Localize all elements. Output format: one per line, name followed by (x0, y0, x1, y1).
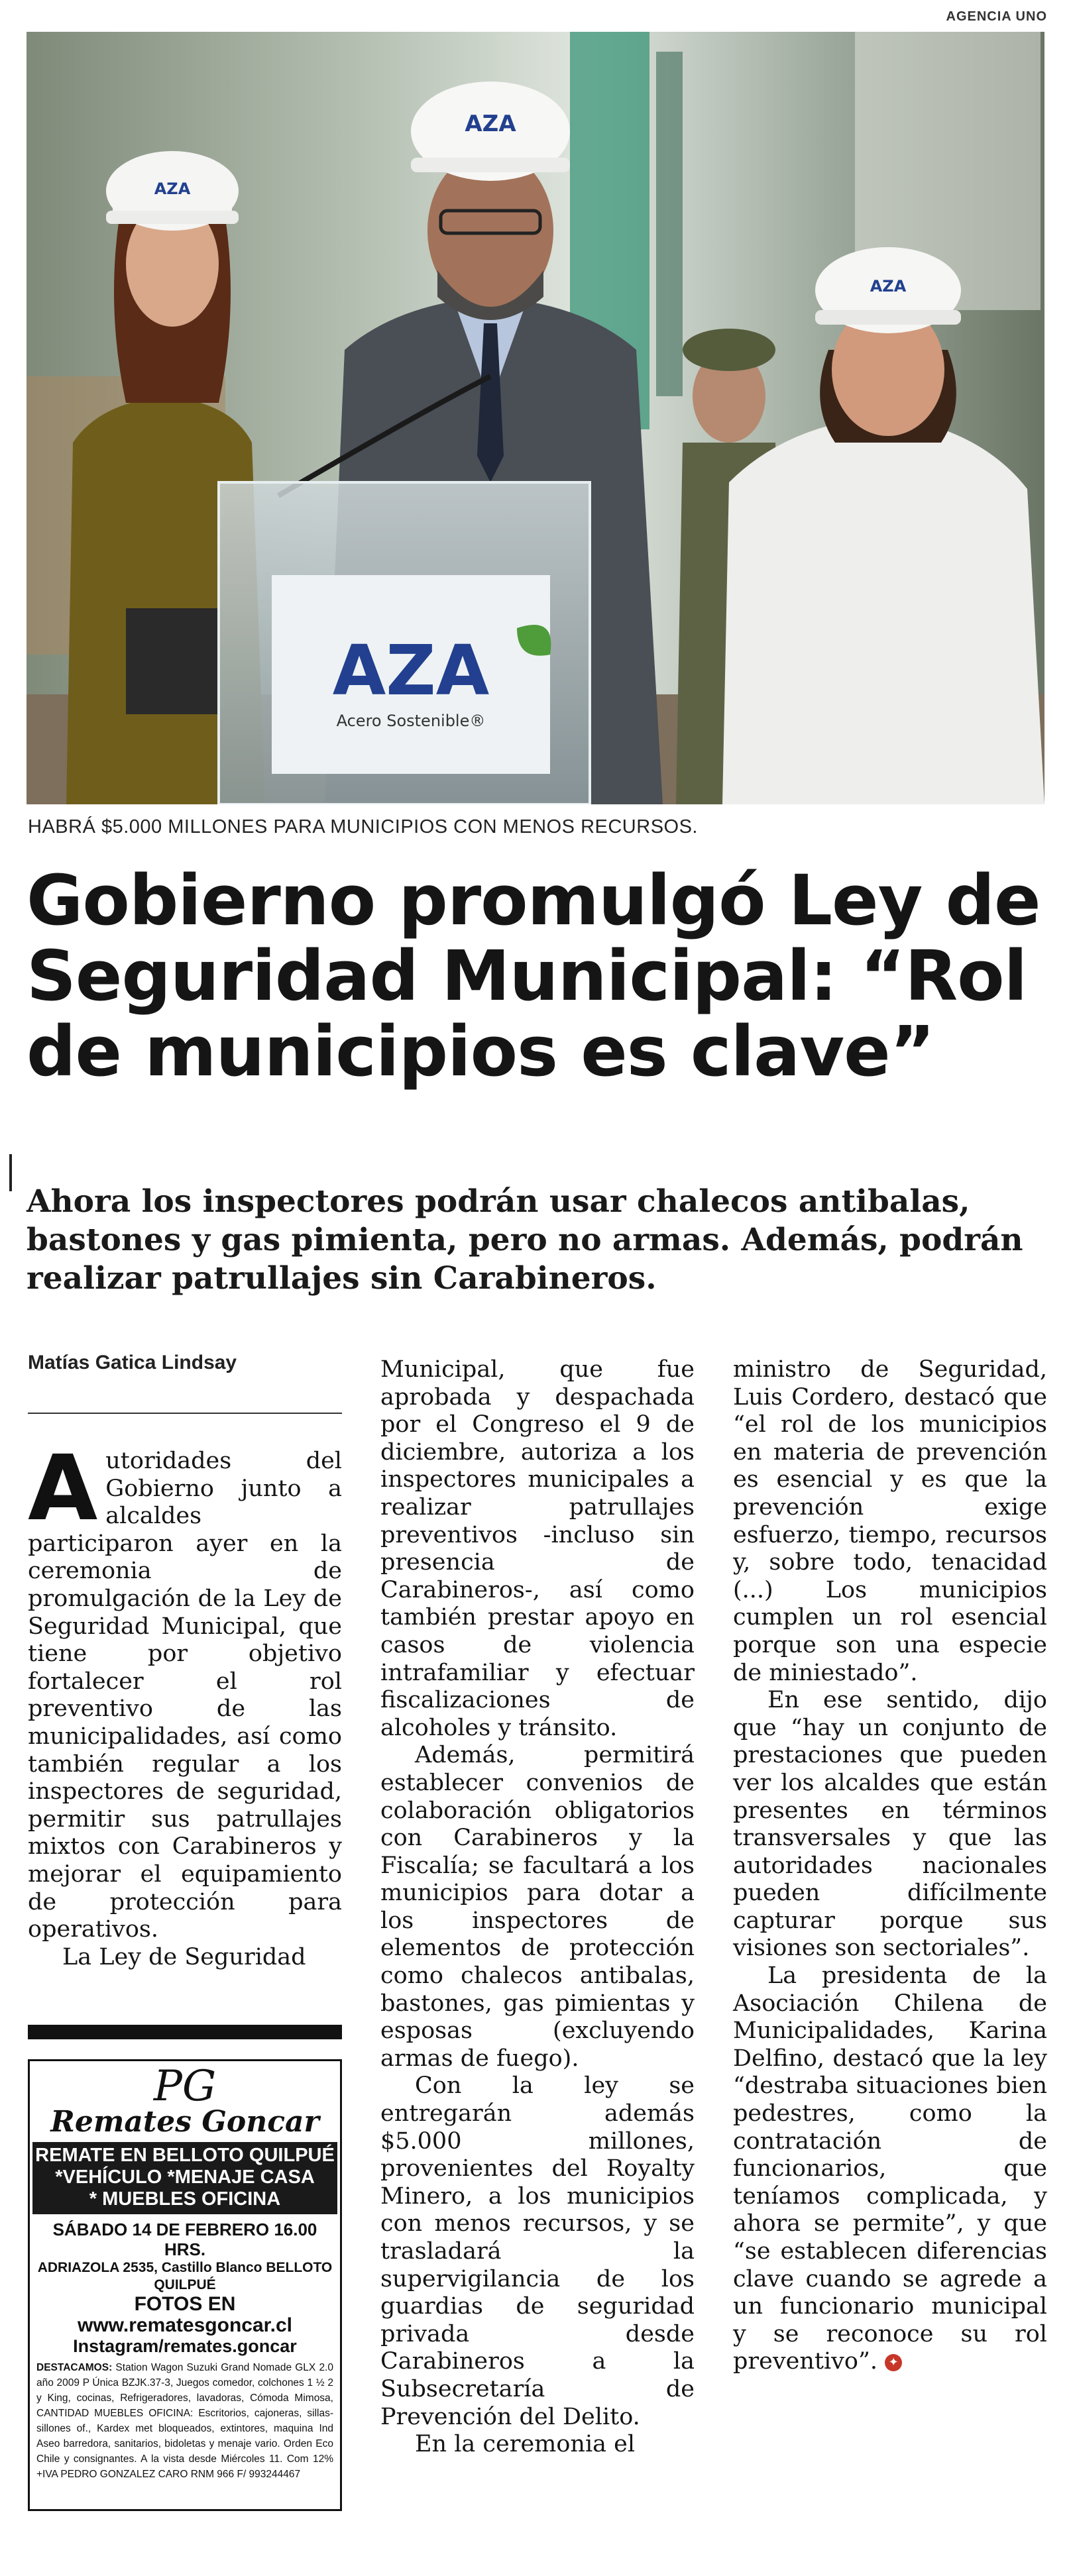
byline: Matías Gatica Lindsay (28, 1352, 237, 1373)
podium-logo-text: AZA (332, 630, 490, 711)
article-column-3 (733, 1356, 1047, 2376)
ad-date: SÁBADO 14 DE FEBRERO 16.00 HRS. (52, 2220, 317, 2259)
subhead-rule (9, 1154, 12, 1191)
byline-divider (28, 1413, 342, 1414)
article-column-1 (28, 1436, 342, 1971)
ad-logo (30, 2062, 340, 2139)
paragraph: Además, permitirá establecer convenios de colaboración obligatorios con Carabineros y la Fiscalía; se facultará a los municipios para dotar a los inspectores de elementos de protección como chalecos antibalas, bastones, gas pimientas y esposas (excluyendo armas de fuego). (380, 1742, 695, 2072)
helmet-logo-left: AZA (154, 180, 191, 198)
ad-logo-initials: PG (153, 2062, 217, 2111)
classified-ad (28, 2059, 342, 2511)
article-column-2 (380, 1356, 695, 2459)
ad-website: FOTOS EN www.rematesgoncar.cl (77, 2293, 293, 2336)
paragraph: Autoridades del Gobierno junto a alcaldes participaron ayer en la ceremonia de promulgación de la Ley de Seguridad Municipal, que tiene por objetivo fortalecer el rol preventivo de las municipalidades, así como también regular a los inspectores de seguridad, permitir sus patrullajes mixtos con Carabineros y mejorar el equipamiento de protección para operativos. (28, 1436, 342, 1943)
article-photo (27, 32, 1044, 804)
ad-logo-name: Remates Goncar (50, 2105, 319, 2139)
ad-banner (32, 2142, 337, 2214)
photo-caption: HABRÁ $5.000 MILLONES PARA MUNICIPIOS CON MENOS RECURSOS. (28, 816, 698, 837)
helmet-logo-right: AZA (870, 277, 907, 295)
paragraph: En la ceremonia el (415, 2431, 636, 2458)
paragraph: La Ley de Seguridad (62, 1943, 306, 1970)
paragraph: La presidenta de la Asociación Chilena de Municipalidades, Karina Delfino, destacó que la ley “destraba situaciones bien pedestres, como la contratación de funcionarios, que teníamos complicada, y ahora se permite”, y que “se establecen diferencias clave cuando se agrede a un funcionario municipal y se reconoce su rol preventivo”. ✦ (733, 1962, 1047, 2375)
photo-credit: AGENCIA UNO (946, 9, 1047, 24)
paragraph: Municipal, que fue aprobada y despachada por el Congreso el 9 de diciembre, autoriza a los inspectores municipales a realizar patrullajes preventivos -incluso sin presencia de Carabineros-, así como también prestar apoyo en casos de violencia intrafamiliar y efectuar fiscalizaciones de alcoholes y tránsito. (380, 1356, 695, 1741)
paragraph: ministro de Seguridad, Luis Cordero, destacó que “el rol de los municipios en materia de prevención es esencial y es que la prevención exige esfuerzo, tiempo, recursos y, sobre todo, tenacidad (...) Los municipios cumplen un rol esencial porque son una especie de miniestado”. (733, 1356, 1047, 1686)
ad-address: ADRIAZOLA 2535, Castillo Blanco BELLOTO QUILPUÉ (37, 2260, 333, 2292)
drop-cap: A (28, 1436, 98, 1541)
subhead: Ahora los inspectores podrán usar chalecos antibalas, bastones y gas pimienta, pero no armas. Además, podrán realizar patrullajes sin Carabineros. (27, 1183, 1023, 1297)
headline: Gobierno promulgó Ley de Seguridad Municipal: “Rol de municipios es clave” (27, 860, 1041, 1092)
ad-top-bar (28, 2025, 342, 2039)
paragraph: Con la ley se entregarán además $5.000 millones, provenientes del Royalty Minero, a los municipios con menos recursos, y se trasladará la supervigilancia de los guardias de seguridad privada desde Carabineros a la Subsecretaría de Prevención del Delito. (380, 2072, 695, 2430)
end-of-article-icon: ✦ (885, 2354, 902, 2371)
ad-banner-line: *VEHÍCULO *MENAJE CASA (55, 2167, 315, 2188)
ad-instagram: Instagram/remates.goncar (73, 2336, 297, 2356)
ad-banner-line: REMATE EN BELLOTO QUILPUÉ (35, 2145, 335, 2166)
podium-tagline: Acero Sostenible® (336, 712, 486, 730)
paragraph: En ese sentido, dijo que “hay un conjunto de prestaciones que pueden ver los alcaldes que están presentes en términos transversales y que las autoridades nacionales pueden difícilmente capturar porque sus visiones son sectoriales”. (733, 1687, 1047, 1962)
ad-banner-line: * MUEBLES OFICINA (89, 2188, 281, 2210)
helmet-logo-center: AZA (465, 111, 516, 137)
ad-details: DESTACAMOS: Station Wagon Suzuki Grand Nomade GLX 2.0 año 2009 P Única BZJK.37-3, Juegos comedor, colchones 1 ½ 2 y King, cocinas, Refrigeradores, lavadoras, Cómoda Mimosa, CANTIDAD MUEBLES OFICINA: Escritorios, cajoneras, sillas-sillones of., Kardex met bloqueados, extintores, maquina Ind Aseo barredora, sanitarios, bidoletas y menaje vario. Orden Eco Chile y consignantes. A la vista desde Miércoles 11. Com 12% +IVA PEDRO GONZALEZ CARO RNM 966 F/ 993244467 (36, 2362, 333, 2480)
